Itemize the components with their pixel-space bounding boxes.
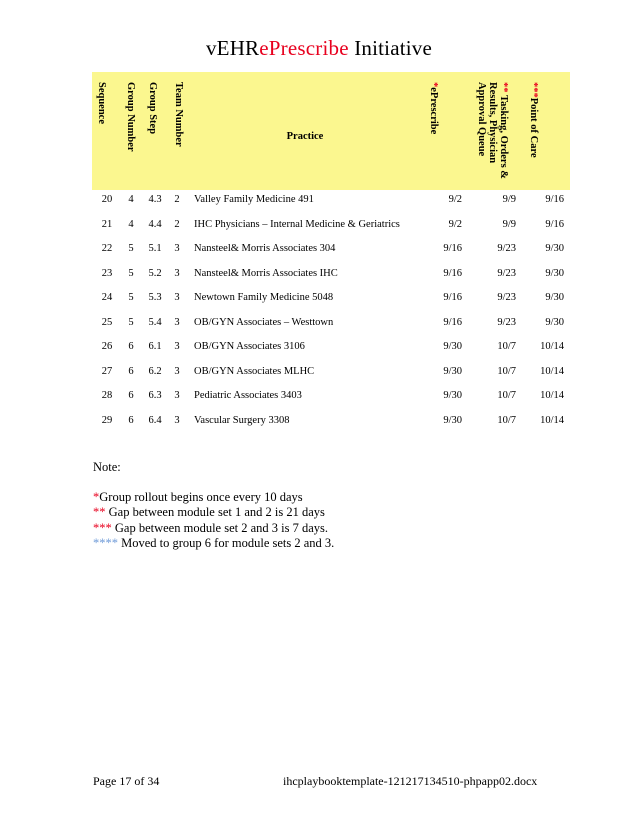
cell-group: 4 <box>128 218 134 230</box>
cell-step: 4.3 <box>148 194 162 205</box>
cell-practice: IHC Physicians – Internal Medicine & Geriatrics <box>194 218 400 230</box>
table-row <box>92 239 570 264</box>
cell-practice: OB/GYN Associates MLHC <box>194 365 315 377</box>
cell-group: 5 <box>128 292 134 303</box>
cell-team: 3 <box>174 316 180 328</box>
cell-step: 5.4 <box>148 316 162 328</box>
cell-step: 6.4 <box>148 414 162 426</box>
cell-sequence: 28 <box>101 390 113 401</box>
cell-group: 6 <box>128 365 134 377</box>
cell-tasking: 10/7 <box>497 365 516 377</box>
cell-eprescribe: 9/30 <box>443 341 462 352</box>
header-eprescribe: *ePrescribe <box>428 82 439 135</box>
cell-point-of-care: 9/30 <box>545 267 564 279</box>
cell-group: 5 <box>128 243 134 254</box>
cell-sequence: 21 <box>101 218 113 230</box>
table-row <box>92 190 570 215</box>
cell-step: 5.3 <box>148 292 162 303</box>
cell-point-of-care: 9/16 <box>545 194 564 205</box>
notes-section <box>93 460 334 552</box>
cell-sequence: 24 <box>101 292 113 303</box>
schedule-table <box>92 190 570 435</box>
cell-team: 3 <box>174 341 180 352</box>
cell-eprescribe: 9/16 <box>443 243 462 254</box>
cell-step: 5.2 <box>148 267 162 279</box>
cell-team: 2 <box>174 218 180 230</box>
cell-team: 3 <box>174 414 180 426</box>
cell-sequence: 22 <box>101 243 113 254</box>
cell-team: 3 <box>174 365 180 377</box>
cell-point-of-care: 10/14 <box>540 414 564 426</box>
cell-eprescribe: 9/30 <box>443 390 462 401</box>
cell-eprescribe: 9/30 <box>443 414 462 426</box>
cell-team: 3 <box>174 292 180 303</box>
cell-group: 5 <box>128 316 134 328</box>
header-team-number: Team Number <box>173 82 184 147</box>
cell-step: 6.3 <box>148 390 162 401</box>
header-practice: Practice <box>286 131 324 142</box>
cell-tasking: 9/23 <box>497 292 516 303</box>
cell-tasking: 10/7 <box>497 390 516 401</box>
table-row <box>92 215 570 240</box>
note-item: ** Gap between module set 1 and 2 is 21 days <box>93 505 325 519</box>
cell-step: 6.1 <box>148 341 162 352</box>
cell-eprescribe: 9/16 <box>443 316 462 328</box>
table-row <box>92 386 570 411</box>
header-group-step: Group Step <box>147 82 158 135</box>
cell-sequence: 25 <box>101 316 113 328</box>
cell-practice: Pediatric Associates 3403 <box>194 390 302 401</box>
footer-filename: ihcplaybooktemplate-121217134510-phpapp02.docx <box>283 774 538 788</box>
cell-point-of-care: 9/30 <box>545 243 564 254</box>
document-title: vEHRePrescribe Initiative <box>205 36 433 60</box>
cell-practice: Nansteel& Morris Associates IHC <box>194 267 338 279</box>
notes-heading: Note: <box>93 460 121 474</box>
cell-group: 6 <box>128 414 134 426</box>
note-item: **** Moved to group 6 for module sets 2 and 3. <box>93 536 335 550</box>
cell-step: 6.2 <box>148 365 162 377</box>
table-row <box>92 288 570 313</box>
cell-point-of-care: 9/30 <box>545 292 564 303</box>
cell-tasking: 9/23 <box>497 316 516 328</box>
cell-sequence: 26 <box>101 341 113 352</box>
cell-team: 3 <box>174 267 180 279</box>
cell-point-of-care: 10/14 <box>540 390 564 401</box>
header-group-number: Group Number <box>125 82 136 152</box>
cell-tasking: 9/9 <box>502 194 516 205</box>
cell-practice: OB/GYN Associates 3106 <box>194 341 305 352</box>
cell-group: 6 <box>128 341 134 352</box>
cell-eprescribe: 9/30 <box>443 365 462 377</box>
cell-team: 3 <box>174 390 180 401</box>
table-row <box>92 313 570 338</box>
header-sequence: Sequence <box>96 82 107 124</box>
cell-practice: Valley Family Medicine 491 <box>194 194 314 205</box>
cell-point-of-care: 9/16 <box>545 218 564 230</box>
cell-eprescribe: 9/16 <box>443 292 462 303</box>
cell-group: 6 <box>128 390 134 401</box>
cell-tasking: 9/9 <box>502 218 516 230</box>
cell-sequence: 23 <box>101 267 113 279</box>
cell-practice: Newtown Family Medicine 5048 <box>194 292 334 303</box>
cell-sequence: 27 <box>101 365 113 377</box>
header-point-of-care: ***Point of Care <box>528 82 539 158</box>
cell-tasking: 9/23 <box>497 267 516 279</box>
cell-practice: Vascular Surgery 3308 <box>194 414 290 426</box>
table-row <box>92 411 570 436</box>
cell-tasking: 10/7 <box>497 414 516 426</box>
cell-point-of-care: 10/14 <box>540 341 564 352</box>
header-tasking: ** Tasking, Orders & Results, Physician Approval Queue <box>476 82 509 180</box>
note-item: *** Gap between module set 2 and 3 is 7 days. <box>93 520 329 535</box>
cell-tasking: 10/7 <box>497 341 516 352</box>
cell-practice: Nansteel& Morris Associates 304 <box>194 243 336 254</box>
cell-group: 5 <box>128 267 134 279</box>
cell-practice: OB/GYN Associates – Westtown <box>194 316 334 328</box>
cell-team: 2 <box>174 194 180 205</box>
table-row <box>92 337 570 362</box>
cell-team: 3 <box>174 243 180 254</box>
cell-step: 4.4 <box>148 218 162 230</box>
table-row <box>92 362 570 387</box>
table-row <box>92 264 570 289</box>
cell-point-of-care: 10/14 <box>540 365 564 377</box>
page-number: Page 17 of 34 <box>93 774 160 788</box>
cell-eprescribe: 9/16 <box>443 267 462 279</box>
cell-sequence: 29 <box>101 414 113 426</box>
cell-group: 4 <box>128 194 134 205</box>
cell-eprescribe: 9/2 <box>448 218 462 230</box>
cell-step: 5.1 <box>148 243 162 254</box>
note-item: *Group rollout begins once every 10 days <box>93 489 303 504</box>
cell-point-of-care: 9/30 <box>545 316 564 328</box>
cell-eprescribe: 9/2 <box>448 194 462 205</box>
cell-sequence: 20 <box>101 194 113 205</box>
cell-tasking: 9/23 <box>497 243 516 254</box>
